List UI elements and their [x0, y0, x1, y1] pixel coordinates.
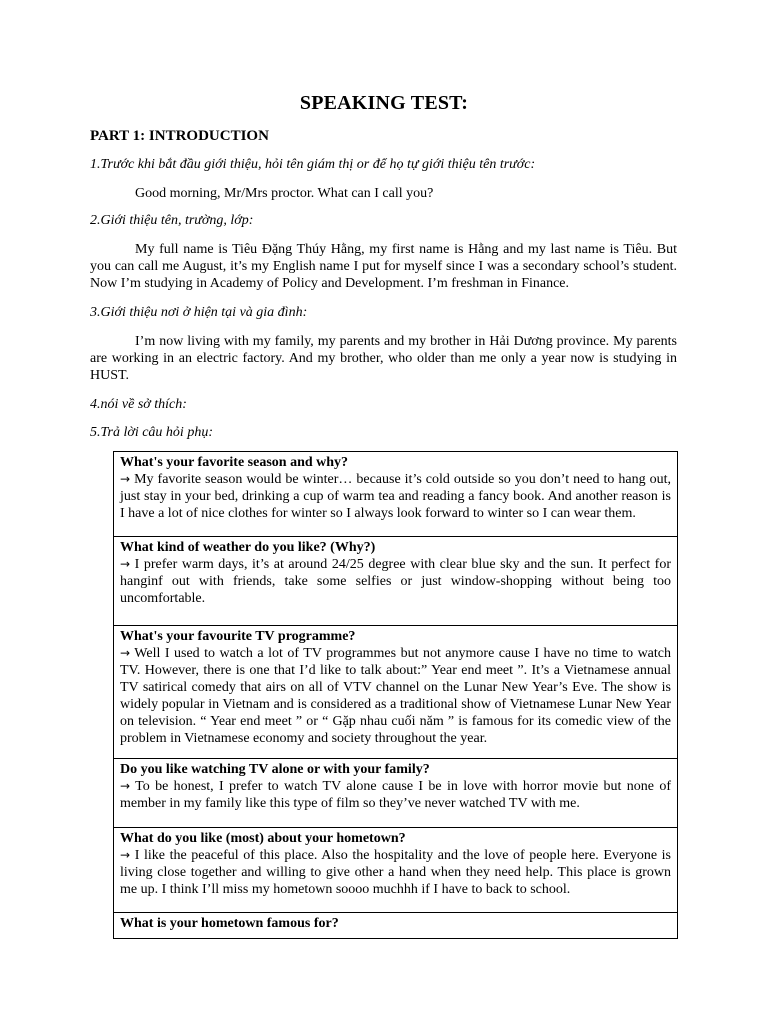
table-cell: [114, 537, 678, 626]
table-cell: [114, 828, 678, 913]
row-answer-text: To be honest, I prefer to watch TV alone cause I be in love with horror movie but none of member in my family like this type of film so they’ve never watched TV with me.: [120, 779, 671, 811]
section-2-question: 2.Giới thiệu tên, trường, lớp:: [90, 213, 254, 228]
row-answer: [120, 556, 671, 607]
table-row: [114, 537, 678, 626]
section-5-question: 5.Trả lời câu hỏi phụ:: [90, 425, 213, 440]
row-answer-text: My favorite season would be winter… because it’s cold outside so you don’t need to hang out, just stay in your bed, drinking a cup of warm tea and reading a fancy book. And another reason is I have a lot of nice clothes for winter so I always look forward to winter so I can wear them.: [120, 472, 672, 521]
row-question: What is your hometown famous for?: [120, 916, 339, 931]
table-row: [114, 759, 678, 828]
arrow-icon: →: [120, 779, 131, 793]
row-answer: [120, 778, 671, 812]
row-question: What's your favorite season and why?: [120, 455, 349, 470]
table-cell: [114, 759, 678, 828]
section-3-question: 3.Giới thiệu nơi ở hiện tại và gia đình:: [90, 305, 308, 320]
row-answer: [120, 645, 671, 747]
arrow-icon: →: [120, 557, 131, 571]
row-question: What kind of weather do you like? (Why?): [120, 540, 376, 555]
table-cell: [114, 626, 678, 759]
row-answer-text: I like the peaceful of this place. Also the hospitality and the love of people here. Everyone is living close together and willing to give other a hand when they need help. This place is grown me up. I think I’ll miss my hometown soooo muchhh if I have to back to school.: [120, 848, 672, 897]
row-question: What do you like (most) about your hometown?: [120, 831, 406, 846]
arrow-icon: →: [120, 848, 131, 862]
row-answer: [120, 847, 671, 898]
table-row: [114, 452, 678, 537]
arrow-icon: →: [120, 472, 131, 486]
part-heading: PART 1: INTRODUCTION: [90, 128, 269, 144]
section-2-answer: My full name is Tiêu Đặng Thúy Hằng, my first name is Hằng and my last name is Tiêu. But you can call me August, it’s my English name I put for myself since I was a secondary school’s student. Now I’m studying in Academy of Policy and Development. I’m freshman in Finance.: [90, 242, 677, 291]
page-title: SPEAKING TEST:: [299, 92, 469, 114]
table-cell: [114, 452, 678, 537]
row-question: What's your favourite TV programme?: [120, 629, 356, 644]
section-1-answer: Good morning, Mr/Mrs proctor. What can I call you?: [135, 186, 434, 201]
followup-questions-table: [113, 451, 678, 939]
row-answer: [120, 471, 671, 522]
row-answer-text: Well I used to watch a lot of TV programmes but not anymore cause I have no time to watch TV. However, there is one that I’d like to talk about:” Year end meet ”. It’s a Vietnamese annual TV satirical comedy that airs on all of VTV channel on the Lunar New Year’s Eve. The show is widely popular in Vietnam and is considered as a traditional show of Vietnamese Lunar New Year on television. “ Year end meet ” or “ Gặp nhau cuối năm ” is famous for its comedic view of the problem in Vietnamese economy and society throughout the year.: [120, 646, 671, 746]
arrow-icon: →: [120, 646, 131, 660]
table-row: [114, 828, 678, 913]
section-1-question: 1.Trước khi bắt đầu giới thiệu, hỏi tên giám thị or để họ tự giới thiệu tên trước:: [90, 157, 536, 172]
section-4-question: 4.nói về sở thích:: [90, 397, 187, 412]
section-3-answer: I’m now living with my family, my parents and my brother in Hải Dương province. My parents are working in an electric factory. And my brother, who older than me only a year now is studying in HUST.: [90, 334, 677, 383]
table-row: [114, 626, 678, 759]
table-cell: [114, 913, 678, 939]
row-question: Do you like watching TV alone or with your family?: [120, 762, 430, 777]
table-row: [114, 913, 678, 939]
row-answer-text: I prefer warm days, it’s at around 24/25 degree with clear blue sky and the sun. It perfect for hanginf out with friends, take some selfies or just window-shopping without being too uncomfortable.: [120, 557, 671, 606]
